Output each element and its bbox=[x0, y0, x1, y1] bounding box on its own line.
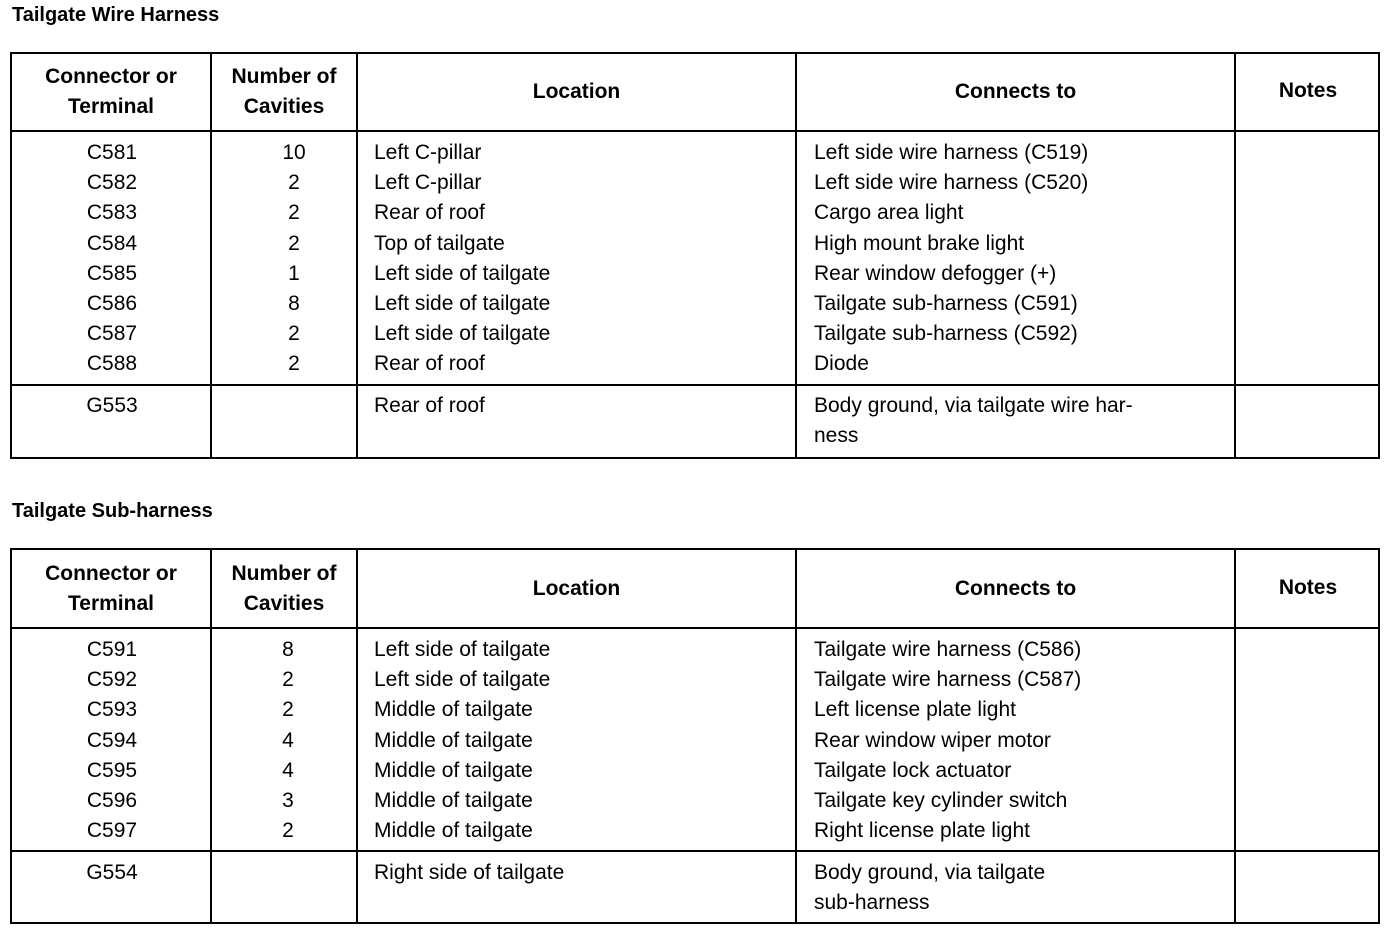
table-cell: C586 bbox=[86, 292, 138, 315]
table-cell: C593 bbox=[86, 698, 138, 722]
ground-cell: Right side of tailgate bbox=[374, 861, 565, 884]
table-cell: 2 bbox=[288, 171, 300, 195]
table-cell: 10 bbox=[282, 141, 306, 164]
table-cell: 4 bbox=[282, 728, 294, 752]
table-cell: 2 bbox=[282, 698, 294, 722]
section-title: Tailgate Wire Harness bbox=[12, 4, 220, 26]
table-cell: Rear of roof bbox=[374, 201, 485, 225]
header-connects-to: Connects to bbox=[954, 80, 1077, 103]
ground-cell: sub-harness bbox=[814, 891, 930, 914]
table-cell: Left C-pillar bbox=[374, 141, 482, 164]
table-cell: Middle of tailgate bbox=[374, 819, 533, 843]
table-cell: Left license plate light bbox=[814, 698, 1016, 722]
header-connector: Connector or Terminal bbox=[45, 65, 177, 118]
header-notes: Notes bbox=[1278, 576, 1338, 599]
ground-cell: G553 bbox=[86, 394, 138, 417]
table-cell: Left side of tailgate bbox=[374, 292, 551, 315]
table-cell: C595 bbox=[86, 758, 138, 782]
header-connects-to: Connects to bbox=[954, 577, 1077, 600]
tailgate-sub-harness-table bbox=[10, 548, 1380, 924]
table-cell: Tailgate wire harness (C586) bbox=[814, 638, 1082, 661]
table-cell: Tailgate key cylinder switch bbox=[814, 789, 1068, 812]
table-cell: 2 bbox=[282, 819, 294, 843]
table-cell: Left side of tailgate bbox=[374, 261, 551, 285]
table-cell: C587 bbox=[86, 322, 138, 346]
table-cell: Tailgate sub-harness (C592) bbox=[814, 322, 1078, 346]
table-cell: Left side of tailgate bbox=[374, 638, 551, 661]
table-cell: C588 bbox=[86, 352, 138, 376]
header-connector: Connector or Terminal bbox=[45, 562, 177, 615]
table-cell: C592 bbox=[86, 668, 138, 692]
table-cell: Right license plate light bbox=[814, 819, 1030, 843]
section-title: Tailgate Sub-harness bbox=[12, 500, 213, 522]
table-cell: C591 bbox=[86, 638, 138, 661]
table-cell: C585 bbox=[86, 261, 138, 285]
table-cell: Rear window wiper motor bbox=[814, 728, 1051, 752]
table-cell: C583 bbox=[86, 201, 138, 225]
table-cell: Rear of roof bbox=[374, 352, 485, 376]
table-cell: Left side of tailgate bbox=[374, 322, 551, 346]
table-cell: C581 bbox=[86, 141, 138, 164]
table-cell: High mount brake light bbox=[814, 231, 1025, 255]
table-cell: 2 bbox=[288, 352, 300, 376]
header-location: Location bbox=[532, 80, 621, 103]
table-cell: C596 bbox=[86, 789, 138, 812]
table-cell: Cargo area light bbox=[814, 201, 964, 225]
table-cell: C594 bbox=[86, 728, 138, 752]
table-cell: 2 bbox=[288, 231, 300, 255]
table-cell: 2 bbox=[282, 668, 294, 692]
table-cell: Middle of tailgate bbox=[374, 728, 533, 752]
header-notes: Notes bbox=[1278, 79, 1338, 102]
table-cell: Tailgate wire harness (C587) bbox=[814, 668, 1082, 692]
table-cell: Middle of tailgate bbox=[374, 789, 533, 812]
ground-cell: G554 bbox=[86, 861, 138, 884]
table-cell: 4 bbox=[282, 758, 294, 782]
ground-cell: Body ground, via tailgate bbox=[814, 861, 1046, 884]
table-cell: Tailgate sub-harness (C591) bbox=[814, 292, 1078, 315]
ground-cell: Body ground, via tailgate wire har- bbox=[814, 394, 1133, 417]
table-cell: Left side of tailgate bbox=[374, 668, 551, 692]
tailgate-wire-harness-table bbox=[10, 52, 1380, 459]
ground-cell: Rear of roof bbox=[374, 394, 485, 417]
table-cell: Left side wire harness (C519) bbox=[814, 141, 1089, 164]
table-cell: C584 bbox=[86, 231, 138, 255]
table-cell: Diode bbox=[814, 352, 869, 376]
table-cell: Rear window defogger (+) bbox=[814, 261, 1057, 285]
table-cell: Middle of tailgate bbox=[374, 758, 533, 782]
table-cell: Left C-pillar bbox=[374, 171, 482, 195]
header-cavities: Number of Cavities bbox=[231, 65, 337, 118]
table-cell: Left side wire harness (C520) bbox=[814, 171, 1089, 195]
table-cell: 2 bbox=[288, 322, 300, 346]
table-cell: 3 bbox=[282, 789, 294, 812]
table-cell: Tailgate lock actuator bbox=[814, 758, 1012, 782]
table-cell: Middle of tailgate bbox=[374, 698, 533, 722]
table-cell: Top of tailgate bbox=[374, 231, 505, 255]
table-cell: C597 bbox=[86, 819, 138, 843]
header-location: Location bbox=[532, 577, 621, 600]
table-cell: 2 bbox=[288, 201, 300, 225]
ground-cell: ness bbox=[814, 424, 859, 447]
table-cell: 8 bbox=[288, 292, 300, 315]
table-cell: 1 bbox=[288, 261, 300, 285]
header-cavities: Number of Cavities bbox=[231, 562, 337, 615]
table-cell: C582 bbox=[86, 171, 138, 195]
table-cell: 8 bbox=[282, 638, 294, 661]
